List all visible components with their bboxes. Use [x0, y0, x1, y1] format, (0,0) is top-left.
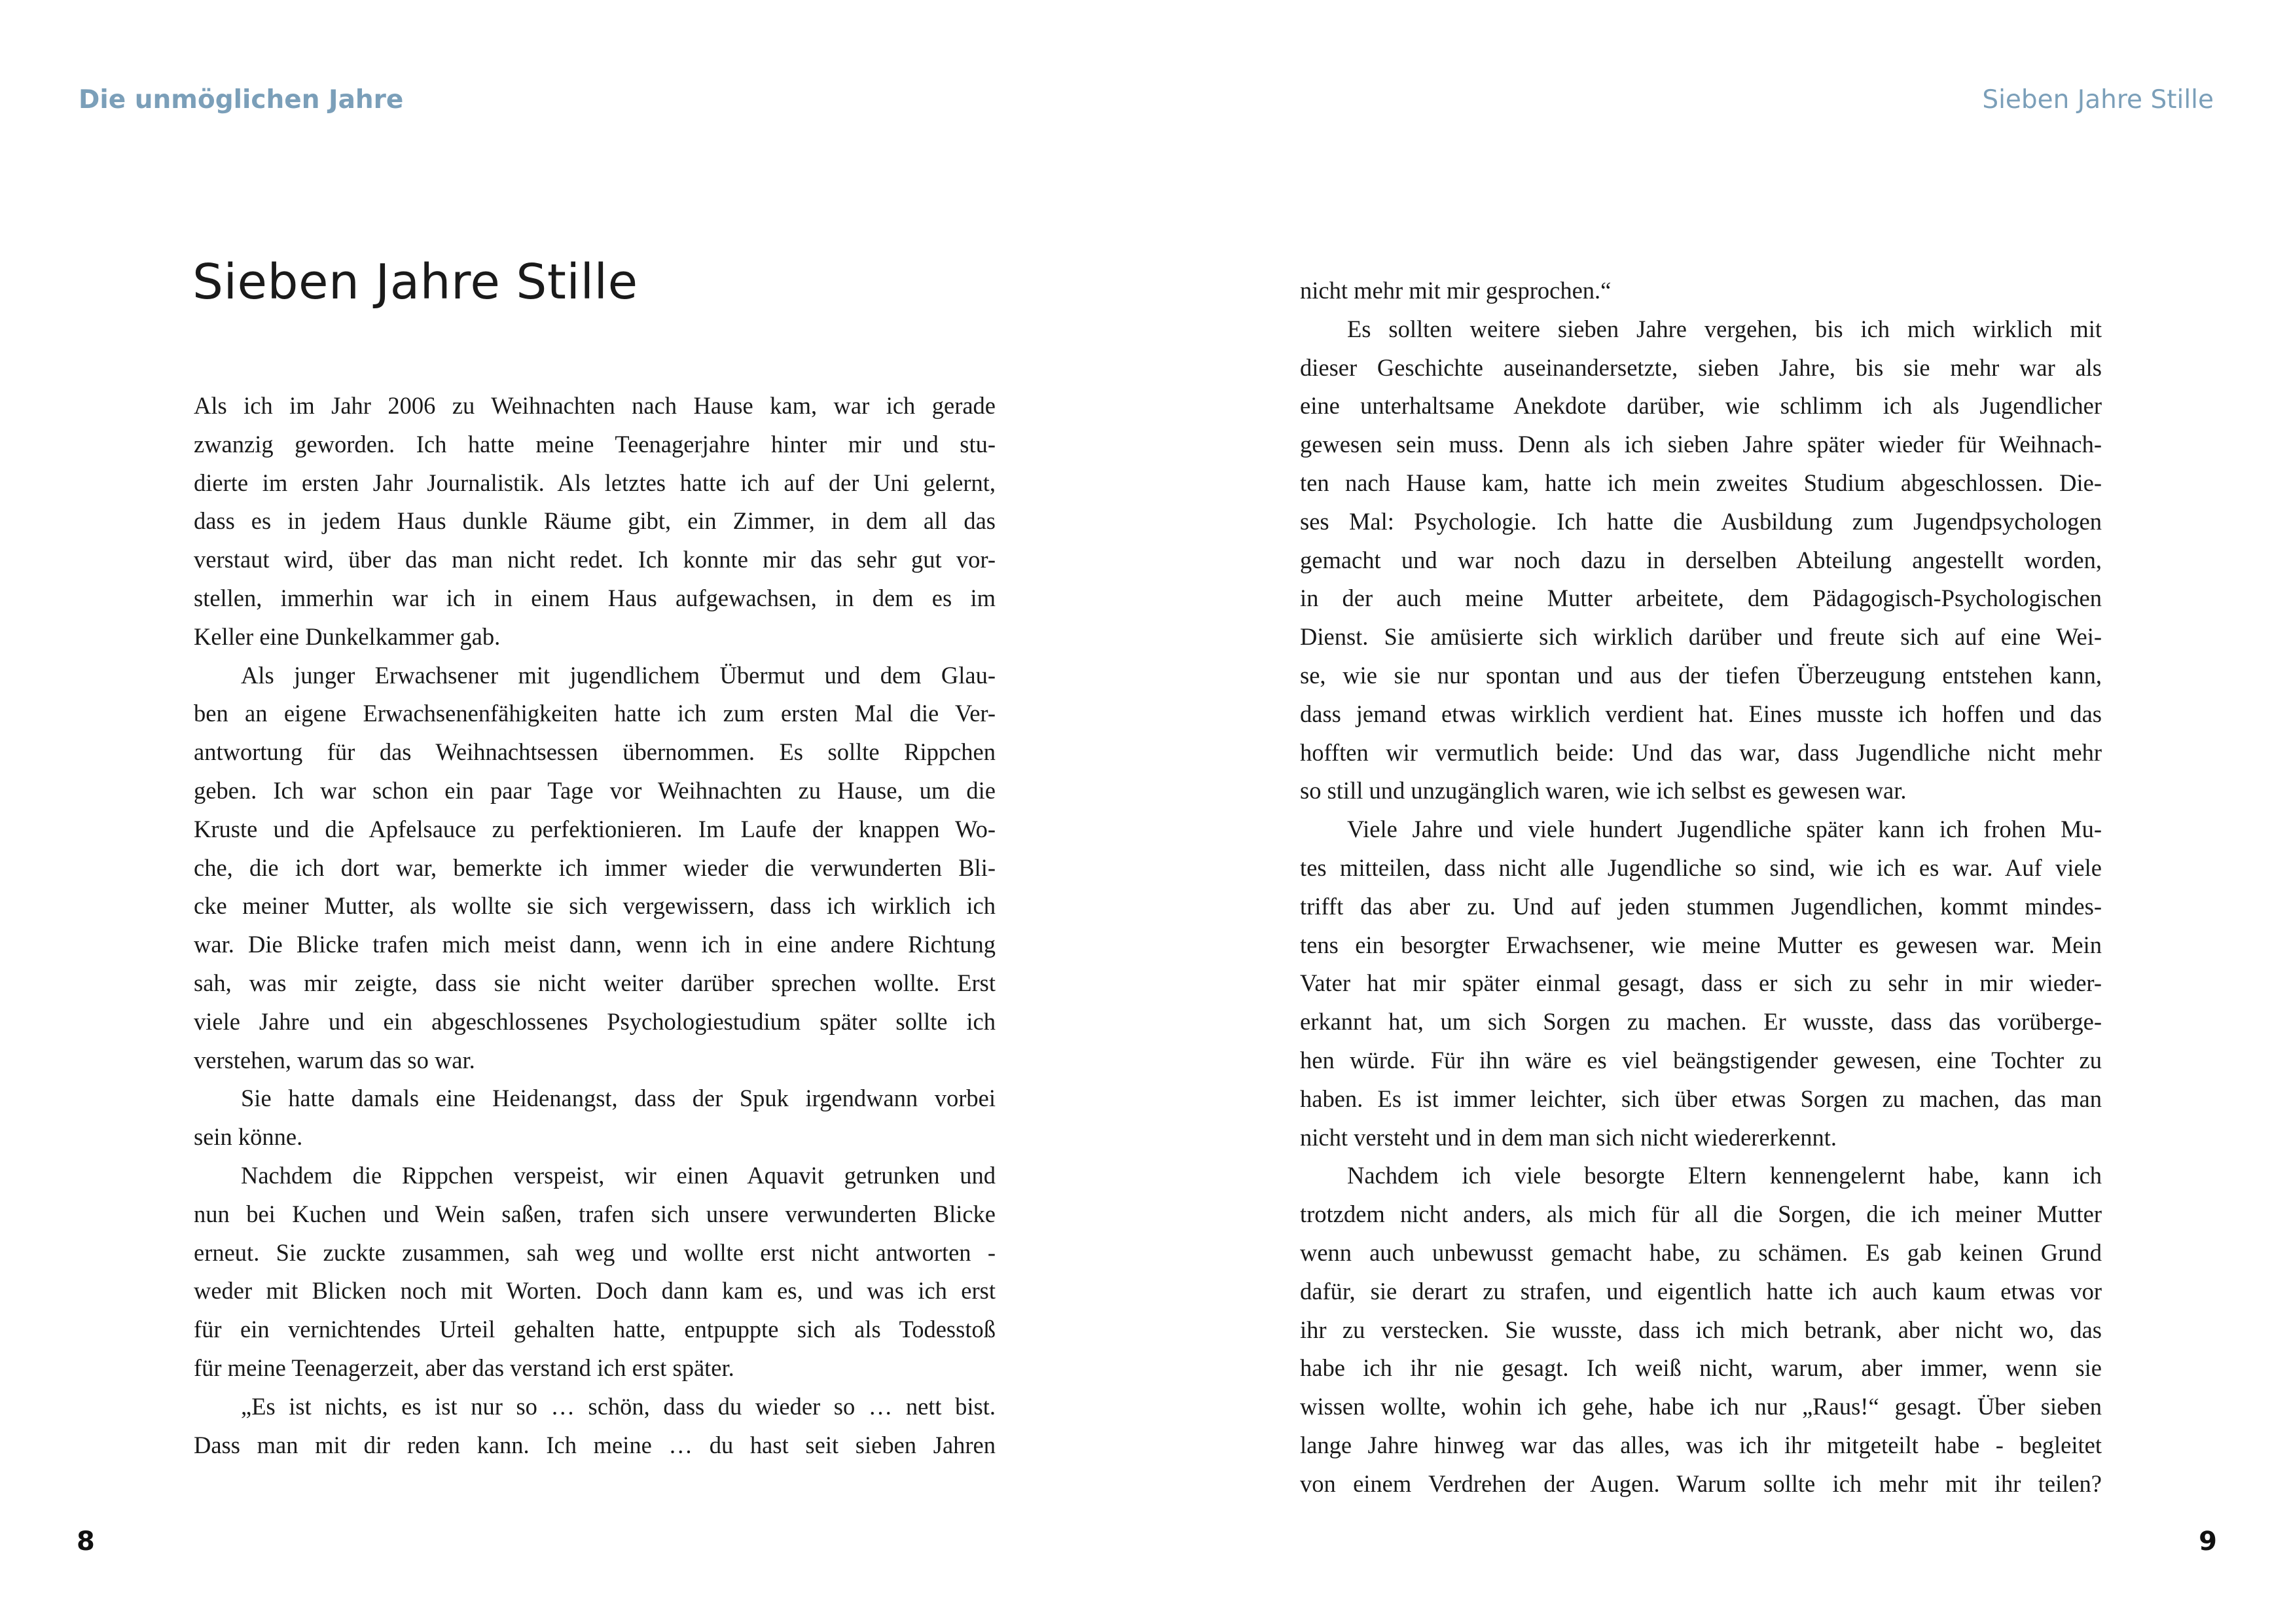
text-line: von einem Verdrehen der Augen. Warum sollte ich mehr mit ihr teilen?: [1300, 1470, 2102, 1497]
text-line: Kruste und die Apfelsauce zu perfektionieren. Im Laufe der knappen Wo-: [194, 815, 996, 842]
left-page-body: [194, 387, 996, 1464]
text-line: dass jemand etwas wirklich verdient hat. Eines musste ich hoffen und das: [1300, 700, 2102, 727]
paragraph: [194, 1079, 996, 1157]
text-line: nun bei Kuchen und Wein saßen, trafen sich unsere verwunderten Blicke: [194, 1200, 996, 1227]
text-line: hen würde. Für ihn wäre es viel beängstigender gewesen, eine Tochter zu: [1300, 1046, 2102, 1074]
text-line: nicht mehr mit mir gesprochen.“: [1300, 277, 1612, 304]
text-line: Nachdem ich viele besorgte Eltern kennengelernt habe, kann ich: [1347, 1162, 2102, 1189]
text-line: Keller eine Dunkelkammer gab.: [194, 623, 501, 650]
text-line: Nachdem die Rippchen verspeist, wir einen Aquavit getrunken und: [241, 1161, 996, 1189]
text-line: ten nach Hause kam, hatte ich mein zweites Studium abgeschlossen. Die-: [1300, 469, 2102, 496]
paragraph: [194, 1388, 996, 1465]
text-line: gemacht und war noch dazu in derselben Abteilung angestellt worden,: [1300, 546, 2102, 573]
text-line: Dass man mit dir reden kann. Ich meine … du hast seit sieben Jahren: [194, 1431, 996, 1458]
text-line: dass es in jedem Haus dunkle Räume gibt, ein Zimmer, in dem all das: [194, 507, 996, 535]
text-line: antwortung für das Weihnachtsessen übernommen. Es sollte Rippchen: [194, 738, 996, 766]
text-line: eine unterhaltsame Anekdote darüber, wie schlimm ich als Jugendlicher: [1300, 392, 2102, 420]
text-line: wissen wollte, wohin ich gehe, habe ich nur „Raus!“ gesagt. Über sieben: [1300, 1393, 2102, 1420]
text-line: lange Jahre hinweg war das alles, was ich ihr mitgeteilt habe - begleitet: [1300, 1431, 2102, 1458]
text-line: geben. Ich war schon ein paar Tage vor Weihnachten zu Hause, um die: [194, 776, 996, 804]
text-line: gewesen sein muss. Denn als ich sieben Jahre später wieder für Weihnach-: [1300, 431, 2102, 458]
text-line: erneut. Sie zuckte zusammen, sah weg und wollte erst nicht antworten -: [194, 1238, 996, 1266]
text-line: hofften wir vermutlich beide: Und das war, dass Jugendliche nicht mehr: [1300, 738, 2102, 766]
text-line: Viele Jahre und viele hundert Jugendliche später kann ich frohen Mu-: [1347, 816, 2102, 843]
text-line: tens ein besorgter Erwachsener, wie meine Mutter es gewesen war. Mein: [1300, 931, 2102, 958]
text-line: tes mitteilen, dass nicht alle Jugendliche so sind, wie ich es war. Auf viele: [1300, 854, 2102, 881]
running-head-right: Sieben Jahre Stille: [1982, 85, 2214, 115]
text-line: wenn auch unbewusst gemacht habe, zu schämen. Es gab keinen Grund: [1300, 1238, 2102, 1266]
text-line: haben. Es ist immer leichter, sich über etwas Sorgen zu machen, das man: [1300, 1085, 2102, 1112]
text-line: viele Jahre und ein abgeschlossenes Psychologiestudium später sollte ich: [194, 1007, 996, 1035]
text-line: trotzdem nicht anders, als mich für all die Sorgen, die ich meiner Mutter: [1300, 1200, 2102, 1228]
text-line: in der auch meine Mutter arbeitete, dem Pädagogisch-Psychologischen: [1300, 585, 2102, 612]
text-line: für ein vernichtendes Urteil gehalten hatte, entpuppte sich als Todesstoß: [194, 1316, 996, 1343]
text-line: so still und unzugänglich waren, wie ich selbst es gewesen war.: [1300, 777, 1907, 804]
paragraph: [1300, 810, 2102, 1157]
text-line: se, wie sie nur spontan und aus der tiefen Überzeugung entstehen kann,: [1300, 661, 2102, 689]
text-line: verstaut wird, über das man nicht redet. Ich konnte mir das sehr gut vor-: [194, 546, 996, 573]
chapter-title: Sieben Jahre Stille: [192, 254, 638, 310]
text-line: dierte im ersten Jahr Journalistik. Als letztes hatte ich auf der Uni gelernt,: [194, 469, 996, 496]
text-line: stellen, immerhin war ich in einem Haus aufgewachsen, in dem es im: [194, 584, 996, 611]
text-line: cke meiner Mutter, als wollte sie sich vergewissern, dass ich wirklich ich: [194, 892, 996, 920]
running-head-left: Die unmöglichen Jahre: [79, 85, 404, 115]
text-line: war. Die Blicke trafen mich meist dann, wenn ich in eine andere Richtung: [194, 931, 996, 958]
text-line: sein könne.: [194, 1123, 303, 1151]
text-line: dafür, sie derart zu strafen, und eigentlich hatte ich auch kaum etwas vor: [1300, 1277, 2102, 1305]
text-line: verstehen, warum das so war.: [194, 1046, 475, 1074]
paragraph: [194, 387, 996, 657]
text-line: Vater hat mir später einmal gesagt, dass er sich zu sehr in mir wieder-: [1300, 969, 2102, 997]
page-number-left: 8: [77, 1526, 95, 1557]
text-line: dieser Geschichte auseinandersetzte, sieben Jahre, bis sie mehr war als: [1300, 353, 2102, 381]
text-line: Als ich im Jahr 2006 zu Weihnachten nach Hause kam, war ich gerade: [194, 392, 996, 419]
paragraph: [1300, 1157, 2102, 1503]
text-line: nicht versteht und in dem man sich nicht wiedererkennt.: [1300, 1123, 1837, 1151]
page-number-right: 9: [2199, 1526, 2217, 1557]
text-line: Dienst. Sie amüsierte sich wirklich darüber und freute sich auf eine Wei-: [1300, 623, 2102, 651]
paragraph: [194, 1157, 996, 1388]
text-line: ihr zu verstecken. Sie wusste, dass ich mich betrank, aber nicht wo, das: [1300, 1316, 2102, 1343]
right-page-body: [1300, 272, 2102, 1504]
text-line: che, die ich dort war, bemerkte ich immer wieder die verwunderten Bli-: [194, 854, 996, 881]
text-line: ben an eigene Erwachsenenfähigkeiten hatte ich zum ersten Mal die Ver-: [194, 700, 996, 727]
text-line: ses Mal: Psychologie. Ich hatte die Ausbildung zum Jugendpsychologen: [1300, 507, 2102, 535]
text-line: habe ich ihr nie gesagt. Ich weiß nicht, warum, aber immer, wenn sie: [1300, 1354, 2102, 1382]
text-line: weder mit Blicken noch mit Worten. Doch dann kam es, und was ich erst: [194, 1277, 996, 1305]
text-line: sah, was mir zeigte, dass sie nicht weiter darüber sprechen wollte. Erst: [194, 969, 996, 996]
text-line: Es sollten weitere sieben Jahre vergehen, bis ich mich wirklich mit: [1347, 315, 2102, 342]
text-line: für meine Teenagerzeit, aber das verstand ich erst später.: [194, 1354, 734, 1381]
text-line: Als junger Erwachsener mit jugendlichem Übermut und dem Glau-: [241, 661, 996, 689]
paragraph: [1300, 310, 2102, 810]
text-line: Sie hatte damals eine Heidenangst, dass der Spuk irgendwann vorbei: [241, 1085, 996, 1112]
text-line: trifft das aber zu. Und auf jeden stummen Jugendlichen, kommt mindes-: [1300, 892, 2102, 920]
paragraph: [1300, 272, 2102, 310]
text-line: „Es ist nichts, es ist nur so … schön, dass du wieder so … nett bist.: [241, 1392, 996, 1420]
text-line: zwanzig geworden. Ich hatte meine Teenagerjahre hinter mir und stu-: [194, 430, 996, 458]
text-line: erkannt hat, um sich Sorgen zu machen. Er wusste, dass das vorüberge-: [1300, 1008, 2102, 1036]
paragraph: [194, 657, 996, 1080]
